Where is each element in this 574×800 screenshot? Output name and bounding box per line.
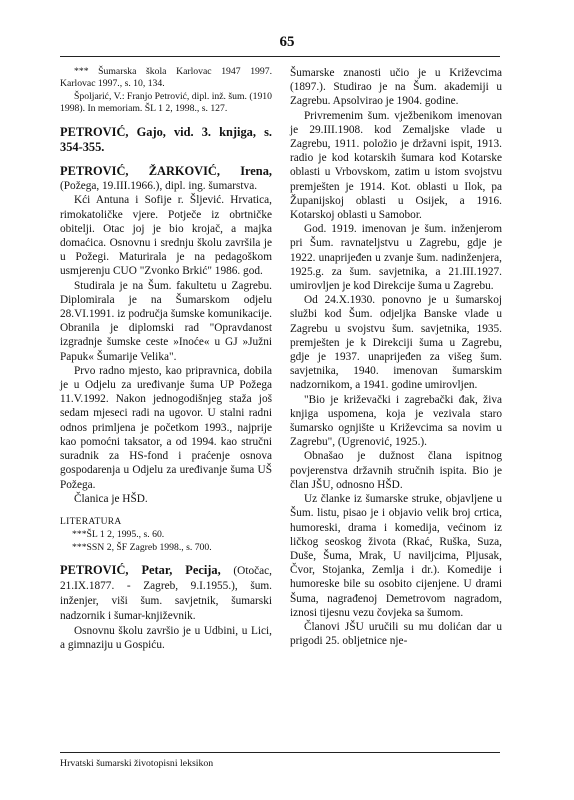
body-paragraph: Prvo radno mjesto, kao pripravnica, dobila je u Odjelu za uređivanje šuma UP Požega 11.V.1992. Nakon jednogodišnjeg staža još sedam mjeseci radi na ugovor. U stalni radni odnos primljena je početkom 1993., najprije kao pomoćni taksator, a od 1994. kao stručni suradnik za HS-fond i praćenje osnova gospodarenja u Odjelu za uređivanje šuma UŠ Požega. [60,364,272,491]
body-paragraph: Privremenim šum. vježbenikom imenovan je 29.III.1908. kod Zemaljske vlade u Zagrebu, 1911. položio je državni ispit, 1913. radio je kod kotarskih šumara kod Kotarske oblasti u Vrbovskom, zatim u istom svojstvu premješten je 1914. Kot. oblasti u Ilok, pa Županijskoj oblasti u Osijek, a 1916. Kotarskoj oblasti u Samobor. [290,109,502,222]
entry-details: (Požega, 19.III.1966.), dipl. ing. šumarstva. [60,180,258,193]
body-paragraph: "Bio je križevački i zagrebački đak, živa knjiga uspomena, koja je vezivala staro šumarsko ognjište u Križevcima sa novim u Zagrebu", (Ugrenović, 1925.). [290,393,502,449]
body-paragraph: Šumarske znanosti učio je u Križevcima (1897.). Studirao je na Šum. akademiji u Zagrebu. Apsolvirao je 1904. godine. [290,67,502,108]
reference-item: Špoljarić, V.: Franjo Petrović, dipl. inž. šum. (1910 1998). In memoriam. ŠL 1 2, 1998., s. 127. [60,90,272,115]
footer-rule [60,752,500,753]
body-paragraph: Članovi JŠU uručili su mu dolićan dar u prigodi 25. obljetnice nje- [290,620,502,648]
entry-heading: PETROVIĆ, ŽARKOVIĆ, Irena, [60,164,272,179]
literature-item: ***ŠL 1 2, 1995., s. 60. [72,529,165,541]
body-paragraph: Studirala je na Šum. fakultetu u Zagrebu. Diplomirala je na Šumarskom odjelu 28.VI.1991. iz područja šumske komunikacije. Obranila je diplomski rad "Opravdanost izgradnje šumske ceste »Inoće« u GJ »Južni Papuk« Šumarije Velika". [60,279,272,363]
header-rule [60,56,500,57]
body-paragraph: Uz članke iz šumarske struke, objavljene u Šum. listu, pisao je i objavio velik broj crtica, humoreski, drama i komedija, većinom iz ličkog seoskog života (Rkać, Ruška, Suza, Duše, Šuma, Mrak, U naviljcima, Pljusak, Čvor, Stojanka, Zemlja i dr.). Komedije i humoreske bile su osobito cijenjene. U drami Šuma, nagrađenoj Demetrovom nagradom, iznosi tijesnu vezu čovjeka sa šumom. [290,493,502,619]
entry-details: (Otočac, 21.IX.1877. - Zagreb, 9.I.1955.), šum. inženjer, viši šum. savjetnik, šumarski nadzornik i šumar-književnik. [60,564,272,622]
right-column [290,66,502,648]
entry-intro [60,563,272,624]
reference-item: *** Šumarska škola Karlovac 1947 1997. Karlovac 1997., s. 10, 134. [60,66,272,90]
left-column [60,66,272,652]
literature-heading: LITERATURA [60,516,122,527]
entry-intro [60,164,272,193]
body-paragraph: Obnašao je dužnost člana ispitnog povjerenstva državnih stručnih ispita. Bio je član JŠU, odnosno HŠD. [290,450,502,491]
body-paragraph: Kći Antuna i Sofije r. Šljević. Hrvatica, rimokatoličke vjere. Potječe iz obrtničke obitelji. Otac joj je bio krojač, a majka domaćica. Osnovnu i srednju školu završila je u Požegi. Maturirala je na pedagoškom usmjerenju CUO "Zvonko Brkić" 1986. god. [60,194,272,278]
body-paragraph: God. 1919. imenovan je šum. inženjerom pri Šum. ravnateljstvu u Zagrebu, gdje je 1922. unaprijeđen u zvanje šum. nadinženjera, 1925.g. za šum. savjetnika, a 21.III.1927. umirovljen je kod Direkcije šuma u Zagrebu. [290,223,502,293]
entry-heading: PETROVIĆ, Gajo, vid. 3. knjiga, s. 354-355. [60,124,272,154]
entry-cross-reference [60,125,272,155]
body-paragraph: Članica je HŠD. [74,492,148,505]
body-paragraph: Od 24.X.1930. ponovno je u šumarskoj službi kod Šum. odjeljka Banske vlade u Zagrebu u svojstvu šum. savjetnika, 1935. premješten je k Direkciji šuma u Zagrebu, gdje je 1937. unaprijeđen za višeg šum. savjetnika, 1940. imenovan šumarskim nadzornikom, a 1941. godine umirovljen. [290,294,502,392]
page-number: 65 [279,34,295,50]
body-paragraph: Osnovnu školu završio je u Udbini, u Lici, a gimnaziju u Gospiću. [60,624,272,652]
page-footer: Hrvatski šumarski životopisni leksikon [60,758,214,769]
entry-heading: PETROVIĆ, Petar, Pecija, [60,562,221,577]
literature-item: ***SSN 2, ŠF Zagreb 1998., s. 700. [72,541,212,553]
